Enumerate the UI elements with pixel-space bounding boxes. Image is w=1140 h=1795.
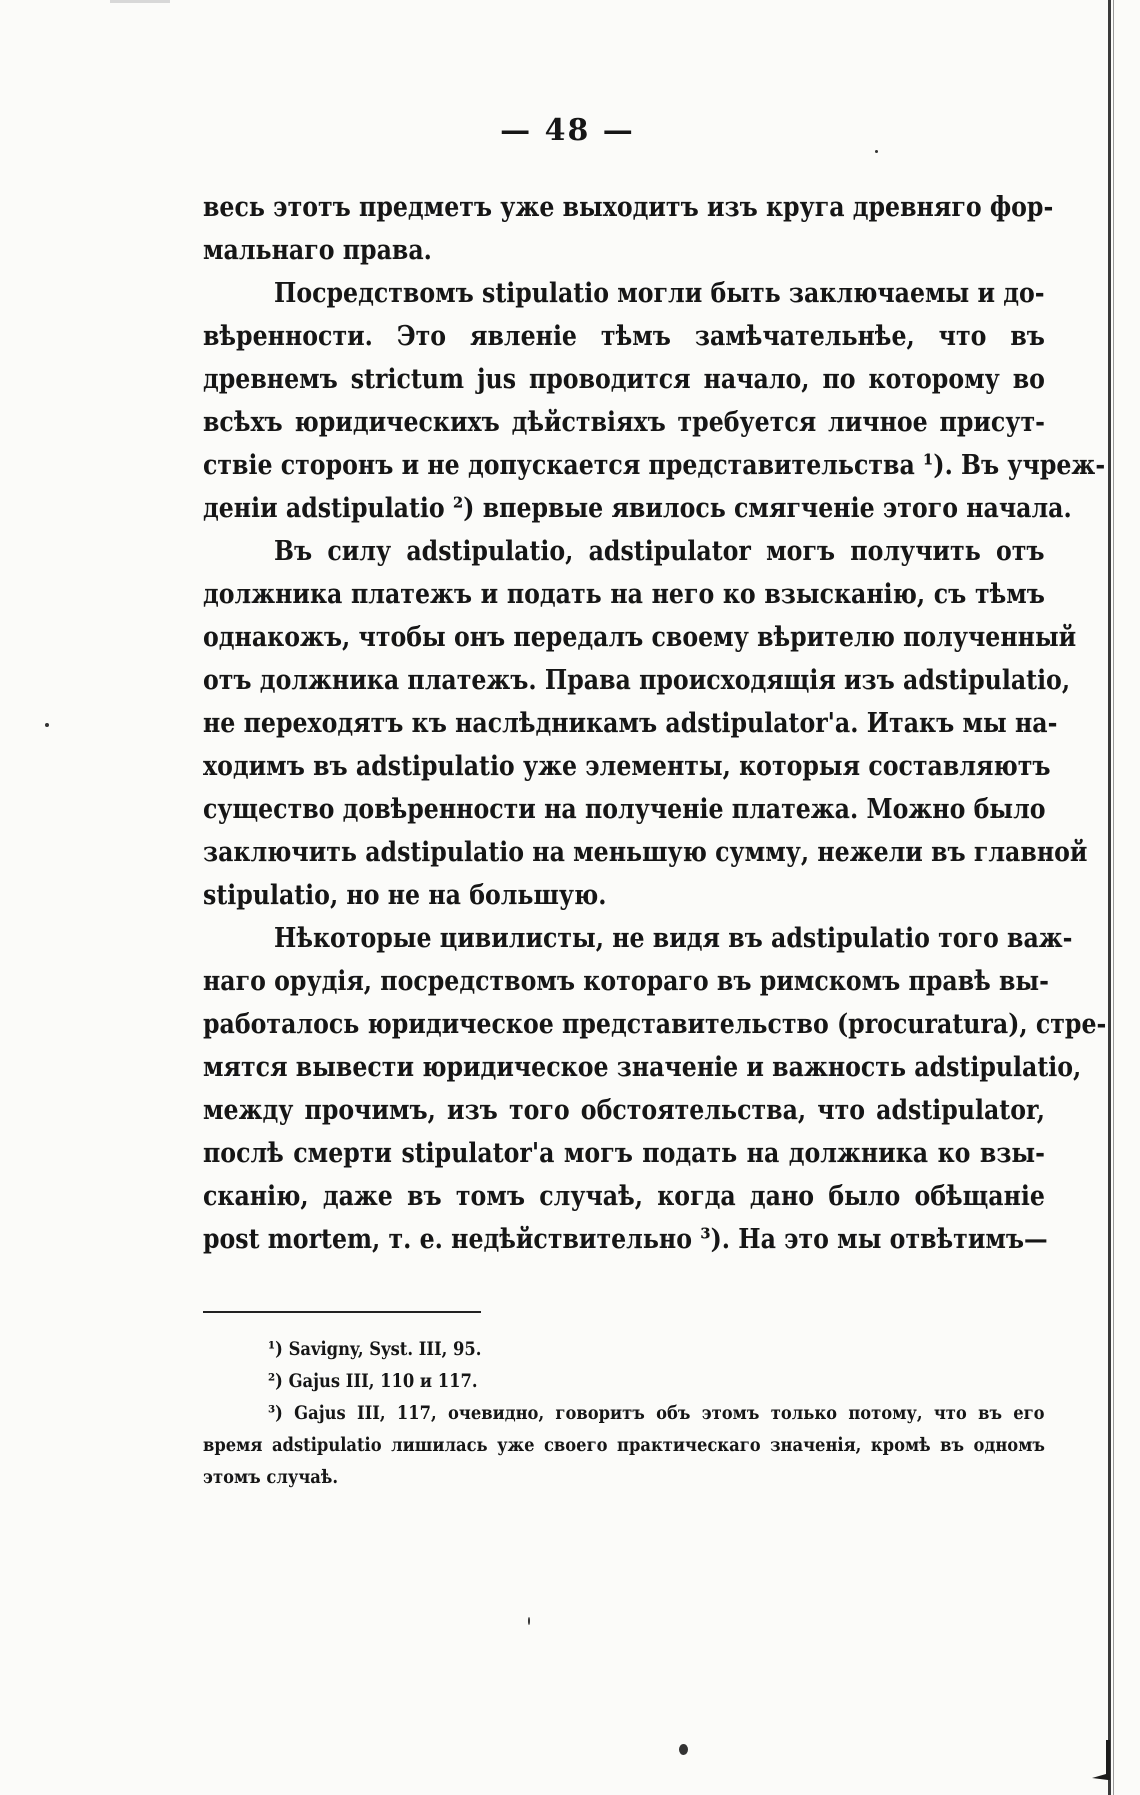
scan-speck [875, 150, 878, 153]
scan-speck [679, 1744, 688, 1755]
text-line-11: однакожъ, чтобы онъ передалъ своему вѣрителю полученный [203, 621, 1077, 653]
text-line-13: не переходятъ къ наслѣдникамъ adstipulator'а. Итакъ мы на- [203, 707, 1058, 739]
footnote-3: ³) Gajus III, 117, очевидно, говоритъ объ этомъ только потому, что въ его [268, 1402, 1045, 1424]
text-line-15: существо довѣренности на полученіе платежа. Можно было [203, 793, 1046, 825]
footnote-1: ¹) Savigny, Syst. III, 95. [268, 1338, 482, 1360]
scan-corner-mark [1088, 1740, 1110, 1780]
text-line-23: послѣ смерти stipulator'а могъ подать на должника ко взы- [203, 1137, 1045, 1169]
footnote-3-end: этомъ случаѣ. [203, 1466, 339, 1488]
text-line-18: Нѣкоторые цивилисты, не видя въ adstipulatio того важ- [274, 922, 1073, 954]
text-line-25: post mortem, т. е. недѣйствительно ³). На это мы отвѣтимъ— [203, 1223, 1048, 1255]
text-line-21: мятся вывести юридическое значеніе и важность adstipulatio, [203, 1051, 1082, 1083]
text-line-8: деніи adstipulatio ²) впервые явилось смягченіе этого начала. [203, 492, 1072, 524]
text-line-19: наго орудія, посредствомъ котораго въ римскомъ правѣ вы- [203, 965, 1049, 997]
text-line-9: Въ силу adstipulatio, adstipulator могъ получить отъ [274, 535, 1045, 567]
text-line-20: работалось юридическое представительство (procuratura), стре- [203, 1008, 1107, 1040]
text-line-7: ствіе сторонъ и не допускается представительства ¹). Въ учреж- [203, 449, 1106, 481]
text-line-14: ходимъ въ adstipulatio уже элементы, которыя составляютъ [203, 750, 1051, 782]
scan-edge-right [1108, 0, 1111, 1795]
text-line-12: отъ должника платежъ. Права происходящія изъ adstipulatio, [203, 664, 1071, 696]
scan-edge-right-shadow [1113, 0, 1114, 1795]
text-line-6: всѣхъ юридическихъ дѣйствіяхъ требуется личное присут- [203, 406, 1045, 438]
footnote-2: ²) Gajus III, 110 и 117. [268, 1370, 478, 1392]
text-line-5: древнемъ strictum jus проводится начало, по которому во [203, 363, 1045, 395]
scan-speck [528, 1617, 530, 1625]
text-line-10: должника платежъ и подать на него ко взысканію, съ тѣмъ [203, 578, 1045, 610]
text-line-1: весь этотъ предметъ уже выходитъ изъ круга древняго фор- [203, 191, 1054, 223]
text-line-3: Посредствомъ stipulatio могли быть заключаемы и до- [274, 277, 1045, 309]
text-line-22: между прочимъ, изъ того обстоятельства, что adstipulator, [203, 1094, 1045, 1126]
scan-edge-top [110, 0, 170, 3]
text-line-17: stipulatio, но не на большую. [203, 879, 607, 911]
text-line-2: мальнаго права. [203, 234, 432, 266]
page-number: — 48 — [500, 113, 635, 148]
text-line-16: заключить adstipulatio на меньшую сумму, нежели въ главной [203, 836, 1088, 868]
scan-speck [45, 723, 49, 727]
footnote-3-continued: время adstipulatio лишилась уже своего практическаго значенія, кромѣ въ одномъ [203, 1434, 1045, 1456]
text-line-24: сканію, даже въ томъ случаѣ, когда дано было обѣщаніе [203, 1180, 1045, 1212]
text-line-4: вѣренности. Это явленіе тѣмъ замѣчательнѣе, что въ [203, 320, 1045, 352]
footnote-rule [203, 1311, 481, 1313]
